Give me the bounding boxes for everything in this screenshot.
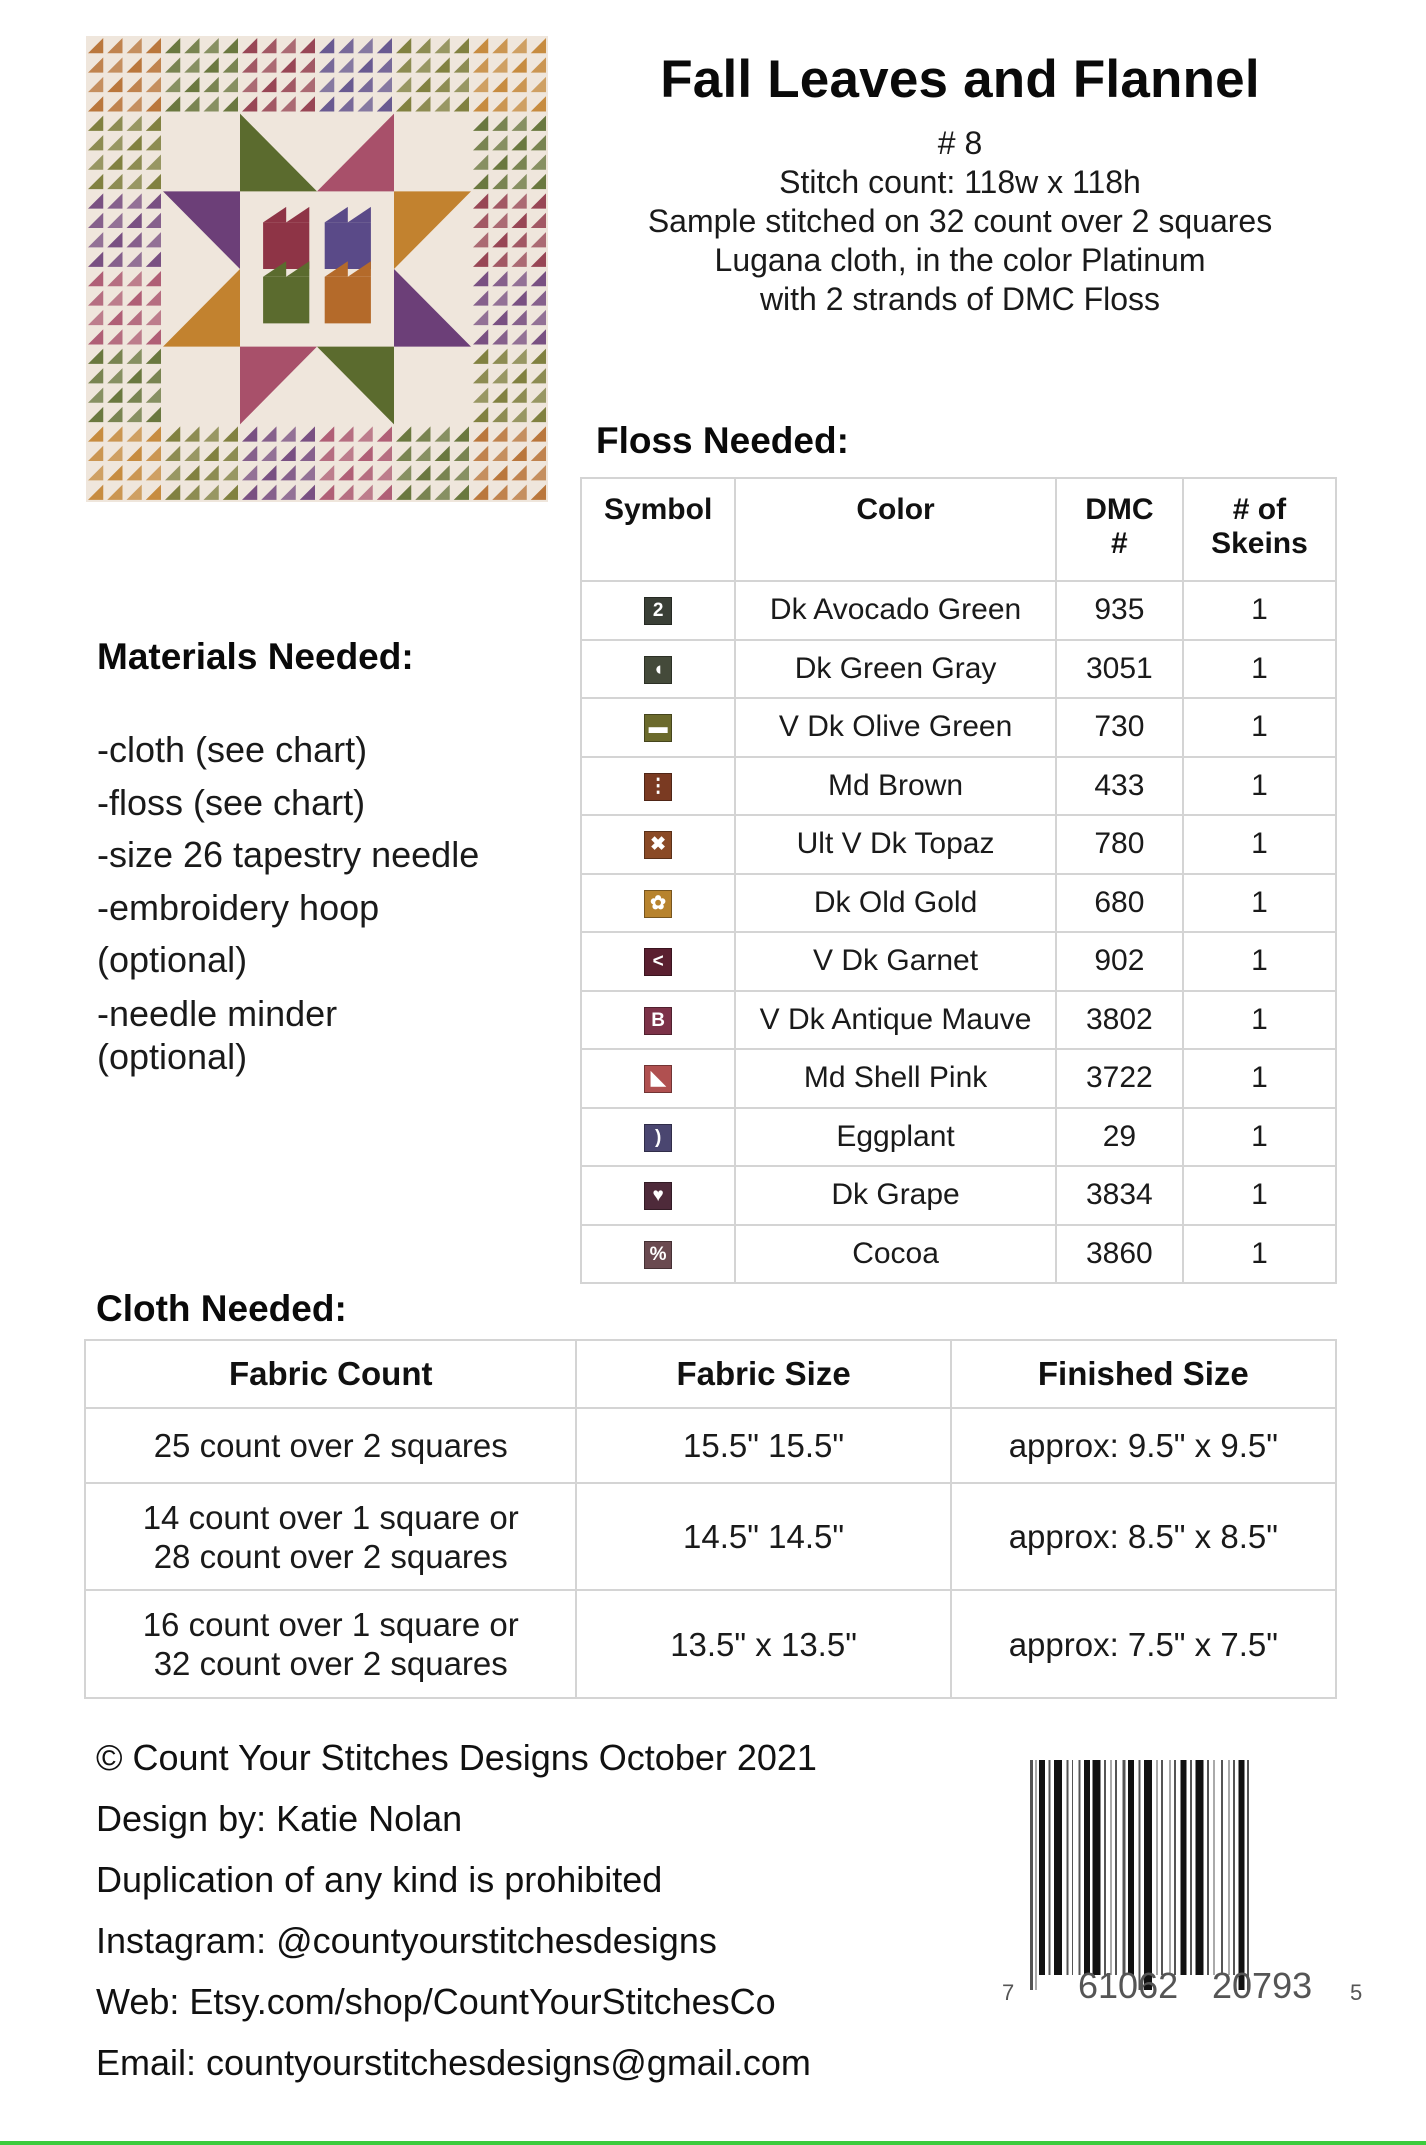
sample-fabric: Sample stitched on 32 count over 2 squares (647, 203, 1273, 239)
instagram-handle: Instagram: @countyourstitchesdesigns (96, 1920, 717, 1961)
fabric-count (85, 1590, 576, 1698)
floss-row (581, 581, 1336, 640)
color-name: Dk Avocado Green (735, 581, 1056, 640)
floss-row (581, 1049, 1336, 1108)
material-item: (optional) (97, 1035, 248, 1077)
floss-row (581, 815, 1336, 874)
header-dmc-line2: # (1111, 527, 1128, 560)
dmc-number: 3834 (1056, 1166, 1183, 1225)
floss-symbol-icon: 2 (644, 597, 672, 625)
footer-info (96, 1727, 817, 2093)
fabric-count-line2: 28 count over 2 squares (153, 1537, 508, 1575)
floss-symbol-icon: ♥ (644, 1182, 672, 1210)
stitch-count: Stitch count: 118w x 118h (779, 164, 1141, 200)
header-fabric-count: Fabric Count (85, 1340, 576, 1408)
color-name: Dk Green Gray (735, 640, 1056, 699)
floss-symbol-icon: ◖ (644, 656, 672, 684)
symbol-cell (581, 815, 735, 874)
material-item: -size 26 tapestry needle (97, 834, 480, 875)
floss-symbol-icon: ◣ (644, 1065, 672, 1093)
material-item: -embroidery hoop (97, 886, 380, 928)
symbol-cell (581, 1225, 735, 1284)
symbol-cell (581, 698, 735, 757)
header-dmc (1056, 478, 1183, 581)
materials-heading: Materials Needed: (97, 636, 414, 677)
header-fabric-size: Fabric Size (576, 1340, 950, 1408)
skein-count: 1 (1183, 581, 1336, 640)
fabric-count-line1: 16 count over 1 square or (142, 1606, 519, 1643)
materials-list (97, 724, 479, 1078)
floss-row (581, 698, 1336, 757)
symbol-cell (581, 1049, 735, 1108)
skein-count: 1 (1183, 932, 1336, 991)
symbol-cell (581, 932, 735, 991)
color-name: Eggplant (735, 1108, 1056, 1167)
pattern-preview-image (86, 36, 548, 502)
barcode-left-group: 61062 (1078, 1965, 1179, 2006)
material-item: -cloth (see chart) (97, 729, 368, 770)
cloth-header-row (85, 1340, 1336, 1408)
header-dmc-line1: DMC (1085, 493, 1154, 526)
floss-row (581, 874, 1336, 933)
floss-symbol-icon: % (644, 1241, 672, 1269)
fabric-size: 15.5" 15.5" (576, 1408, 950, 1483)
color-name: Dk Old Gold (735, 874, 1056, 933)
material-item: -needle minder (97, 992, 338, 1034)
finished-size: approx: 7.5" x 7.5" (951, 1590, 1336, 1698)
floss-symbol-icon: ✿ (644, 890, 672, 918)
symbol-cell (581, 991, 735, 1050)
skein-count: 1 (1183, 874, 1336, 933)
skein-count: 1 (1183, 698, 1336, 757)
color-name: V Dk Olive Green (735, 698, 1056, 757)
skein-count: 1 (1183, 1225, 1336, 1284)
sample-cloth-color: Lugana cloth, in the color Platinum (714, 242, 1206, 278)
pattern-number: # 8 (937, 125, 983, 161)
color-name: V Dk Antique Mauve (735, 991, 1056, 1050)
dmc-number: 935 (1056, 581, 1183, 640)
floss-symbol-icon: ▬ (644, 714, 672, 742)
fabric-count (85, 1408, 576, 1483)
floss-symbol-icon: ✖ (644, 831, 672, 859)
floss-symbol-icon: < (644, 948, 672, 976)
skein-count: 1 (1183, 640, 1336, 699)
floss-row (581, 1108, 1336, 1167)
quilt-illustration (86, 36, 548, 502)
finished-size: approx: 9.5" x 9.5" (951, 1408, 1336, 1483)
sample-floss-strands: with 2 strands of DMC Floss (759, 281, 1161, 317)
dmc-number: 3860 (1056, 1225, 1183, 1284)
dmc-number: 433 (1056, 757, 1183, 816)
barcode-check-digit: 5 (1350, 1980, 1363, 2005)
floss-heading: Floss Needed: (596, 420, 849, 461)
floss-row (581, 640, 1336, 699)
floss-row (581, 1166, 1336, 1225)
cloth-row (85, 1483, 1336, 1590)
symbol-cell (581, 1108, 735, 1167)
floss-row (581, 932, 1336, 991)
dmc-number: 3722 (1056, 1049, 1183, 1108)
floss-row (581, 757, 1336, 816)
color-name: V Dk Garnet (735, 932, 1056, 991)
cloth-row (85, 1408, 1336, 1483)
floss-symbol-icon: B (644, 1007, 672, 1035)
finished-size: approx: 8.5" x 8.5" (951, 1483, 1336, 1590)
skein-count: 1 (1183, 757, 1336, 816)
skein-count: 1 (1183, 1166, 1336, 1225)
header-skeins-line1: # of (1232, 493, 1287, 526)
header-skeins (1183, 478, 1336, 581)
symbol-cell (581, 1166, 735, 1225)
header-symbol: Symbol (581, 478, 735, 581)
fabric-count-line1: 14 count over 1 square or (142, 1498, 519, 1536)
floss-row (581, 1225, 1336, 1284)
cloth-table (84, 1339, 1337, 1699)
floss-row (581, 991, 1336, 1050)
dmc-number: 29 (1056, 1108, 1183, 1167)
bottom-border (0, 2141, 1426, 2145)
fabric-count-line1: 25 count over 2 squares (153, 1427, 508, 1464)
web-link: Web: Etsy.com/shop/CountYourStitchesCo (96, 1981, 776, 2022)
designer-credit: Design by: Katie Nolan (96, 1798, 463, 1839)
symbol-cell (581, 640, 735, 699)
copyright-text: © Count Your Stitches Designs October 2021 (96, 1737, 817, 1778)
symbol-cell (581, 874, 735, 933)
color-name: Md Shell Pink (735, 1049, 1056, 1108)
color-name: Md Brown (735, 757, 1056, 816)
color-name: Dk Grape (735, 1166, 1056, 1225)
floss-symbol-icon: ) (644, 1124, 672, 1152)
barcode-leading-digit: 7 (1002, 1980, 1015, 2005)
upc-barcode (1000, 1760, 1366, 2010)
color-name: Ult V Dk Topaz (735, 815, 1056, 874)
symbol-cell (581, 581, 735, 640)
material-item: -floss (see chart) (97, 781, 366, 823)
floss-symbol-icon: ⋮ (644, 773, 672, 801)
header-skeins-line2: Skeins (1211, 527, 1308, 560)
skein-count: 1 (1183, 1108, 1336, 1167)
cloth-heading: Cloth Needed: (96, 1288, 347, 1329)
barcode-icon (1000, 1760, 1366, 2010)
fabric-size: 13.5" x 13.5" (576, 1590, 950, 1698)
dmc-number: 3802 (1056, 991, 1183, 1050)
header-finished-size: Finished Size (951, 1340, 1336, 1408)
dmc-number: 3051 (1056, 640, 1183, 699)
email-address: Email: countyourstitchesdesigns@gmail.com (96, 2042, 811, 2083)
dmc-number: 730 (1056, 698, 1183, 757)
fabric-count-line2: 32 count over 2 squares (153, 1645, 508, 1682)
title-block (580, 44, 1340, 319)
fabric-count (85, 1483, 576, 1590)
header-color: Color (735, 478, 1056, 581)
fabric-size: 14.5" 14.5" (576, 1483, 950, 1590)
dmc-number: 780 (1056, 815, 1183, 874)
material-item: (optional) (97, 939, 248, 980)
symbol-cell (581, 757, 735, 816)
dmc-number: 680 (1056, 874, 1183, 933)
dmc-number: 902 (1056, 932, 1183, 991)
floss-table (580, 477, 1337, 1284)
skein-count: 1 (1183, 815, 1336, 874)
cloth-row (85, 1590, 1336, 1698)
skein-count: 1 (1183, 1049, 1336, 1108)
duplication-notice: Duplication of any kind is prohibited (96, 1859, 663, 1900)
floss-header-row (581, 478, 1336, 581)
color-name: Cocoa (735, 1225, 1056, 1284)
skein-count: 1 (1183, 991, 1336, 1050)
pattern-title: Fall Leaves and Flannel (660, 50, 1260, 109)
barcode-right-group: 20793 (1212, 1965, 1313, 2006)
